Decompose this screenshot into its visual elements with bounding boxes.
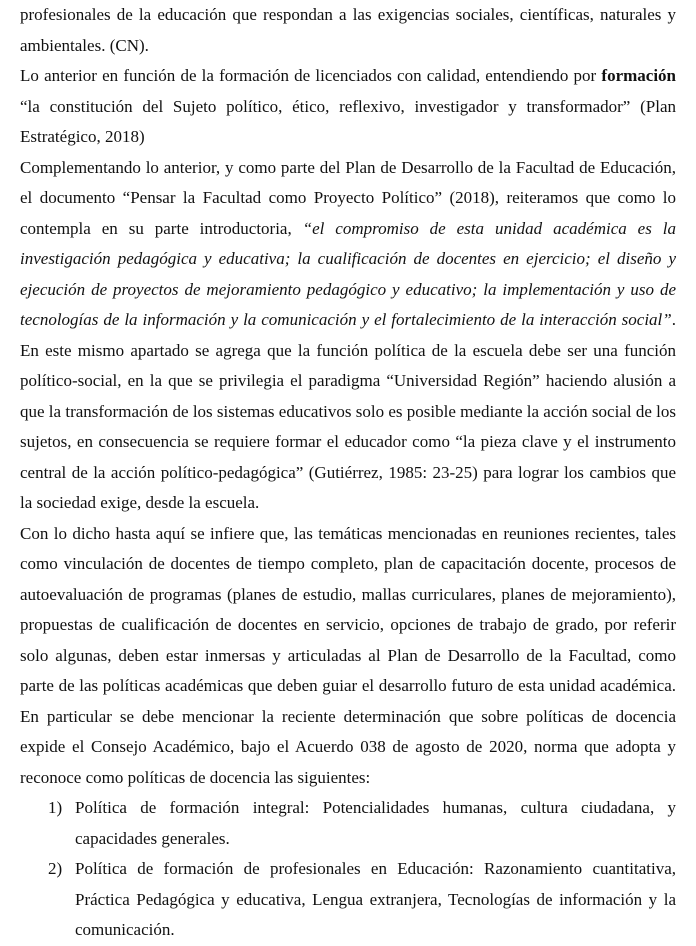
paragraph-2-text-a: Lo anterior en función de la formación de licenciados con calidad, entendiendo por	[20, 66, 602, 85]
paragraph-4	[20, 519, 676, 794]
paragraph-2-text-b: “la constitución del Sujeto político, ético, reflexivo, investigador y transformador” (Plan Estratégico, 2018)	[20, 96, 676, 146]
paragraph-3-text-a: Complementando lo anterior, y como parte del Plan de Desarrollo de la Facultad de Educación, el documento “Pensar la Facultad como Proyecto Político” (2018), reiteramos que como lo contempla en su parte introductoria,	[20, 157, 676, 238]
policy-list	[20, 793, 676, 946]
list-item-text: Política de formación integral: Potencialidades humanas, cultura ciudadana, y capacidades generales.	[75, 798, 676, 848]
paragraph-1-text: profesionales de la educación que respondan a las exigencias sociales, científicas, naturales y ambientales. (CN).	[20, 5, 676, 55]
list-item-number: 1)	[48, 798, 63, 817]
paragraph-3-text-b: . En este mismo apartado se agrega que la función política de la escuela debe ser una función político-social, en la que se privilegia el paradigma “Universidad Región” haciendo alusión a que la transformación de los sistemas educativos solo es posible mediante la acción social de los sujetos, en consecuencia se requiere formar el educador como “la pieza clave y el instrumento central de la acción político-pedagógica” (Gutiérrez, 1985: 23-25) para lograr los cambios que la sociedad exige, desde la escuela.	[20, 310, 676, 512]
paragraph-4-text: Con lo dicho hasta aquí se infiere que, las temáticas mencionadas en reuniones recientes, tales como vinculación de docentes de tiempo completo, plan de capacitación docente, procesos de autoevaluación de programas (planes de estudio, mallas curriculares, planes de mejoramiento), propuestas de cualificación de docentes en servicio, opciones de trabajo de grado, por referir solo algunas, deben estar inmersas y articuladas al Plan de Desarrollo de la Facultad, como parte de las políticas académicas que deben guiar el desarrollo futuro de esta unidad académica. En particular se debe mencionar la reciente determinación que sobre políticas de docencia expide el Consejo Académico, bajo el Acuerdo 038 de agosto de 2020, norma que adopta y reconoce como políticas de docencia las siguientes:	[20, 523, 676, 787]
list-item-number: 2)	[48, 859, 63, 878]
paragraph-2	[20, 61, 676, 153]
paragraph-3	[20, 153, 676, 519]
list-item-text: Política de formación de profesionales en Educación: Razonamiento cuantitativa, Práctica Pedagógica y educativa, Lengua extranjera, Tecnologías de información y la comunicación.	[75, 859, 676, 939]
list-item	[20, 793, 676, 854]
paragraph-1	[20, 0, 676, 61]
paragraph-2-bold-term: formación	[601, 66, 676, 85]
paragraph-3-quote: “el compromiso de esta unidad académica es la investigación pedagógica y educativa; la cualificación de docentes en ejercicio; el diseño y ejecución de proyectos de mejoramiento pedagógico y educativo; la implementación y uso de tecnologías de la información y la comunicación y el fortalecimiento de la interacción social”	[20, 218, 676, 329]
list-item	[20, 854, 676, 946]
document-page	[20, 0, 676, 946]
